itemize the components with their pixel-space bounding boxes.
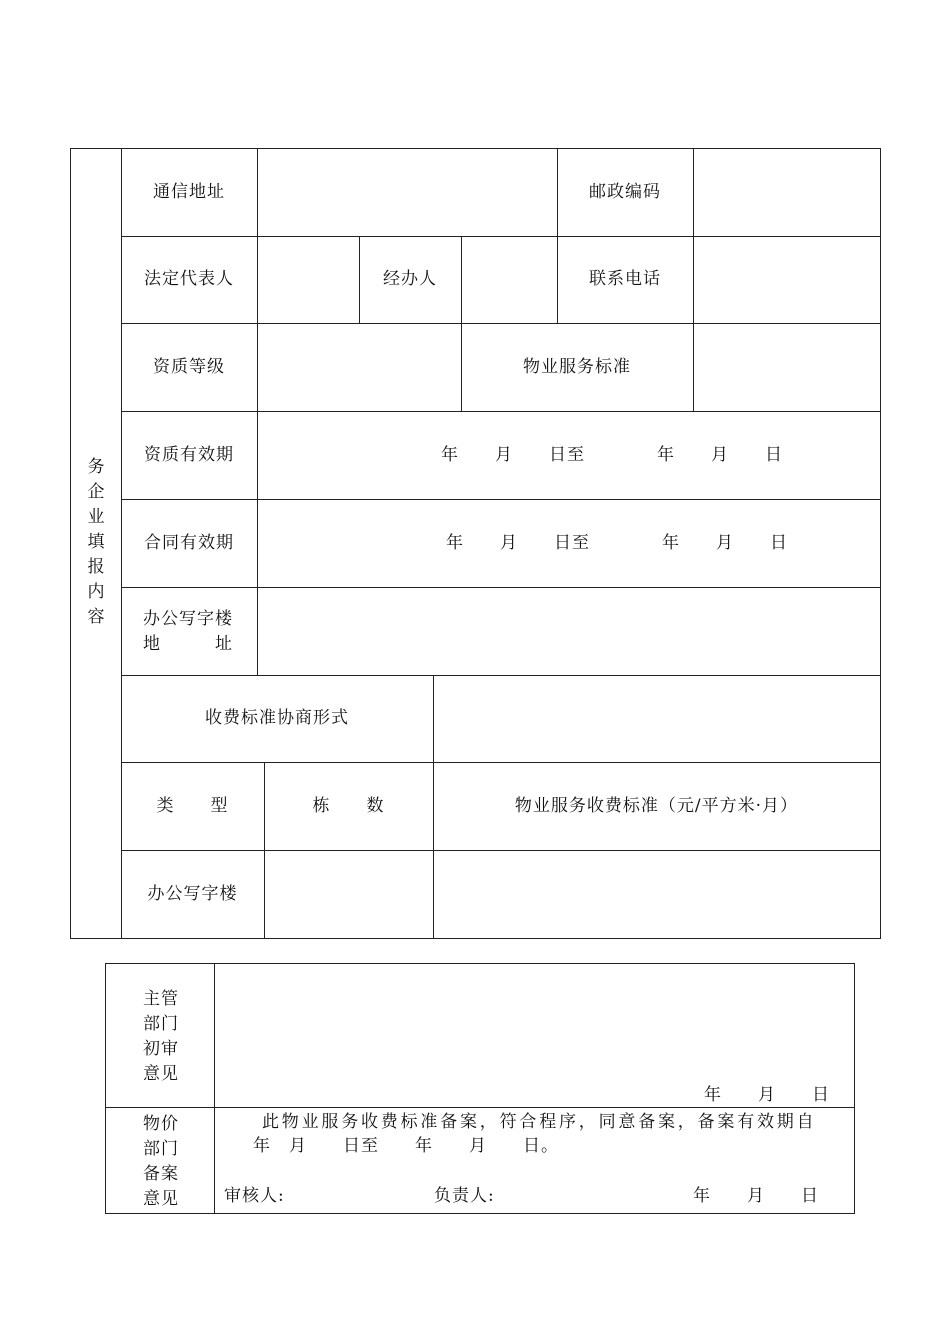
fee-standard-header: 物业服务收费标准（元/平方米·月） — [514, 796, 799, 816]
sidebar-label: 务企业填报内容 — [87, 457, 105, 627]
contract-validity-label: 合同有效期 — [144, 533, 234, 553]
legal-rep-label: 法定代表人 — [144, 269, 234, 289]
fee-standard-field[interactable] — [434, 851, 879, 937]
fee-negotiation-label: 收费标准协商形式 — [205, 708, 349, 728]
office-address-field[interactable] — [258, 588, 879, 674]
address-field[interactable] — [258, 149, 556, 235]
qual-validity-value[interactable]: 年 月 日至 年 月 日 — [441, 445, 783, 465]
service-standard-field[interactable] — [694, 324, 879, 410]
office-address-label: 办公写字楼 地 址 — [143, 609, 233, 654]
dept-review-label: 主管 部门 初审 意见 — [143, 989, 179, 1084]
price-review-label: 物价 部门 备案 意见 — [143, 1114, 179, 1209]
office-row-label: 办公写字楼 — [147, 884, 238, 904]
fee-negotiation-field[interactable] — [434, 676, 879, 761]
dept-review-field[interactable] — [215, 964, 853, 1074]
service-standard-label: 物业服务标准 — [523, 357, 631, 377]
legal-rep-field[interactable] — [258, 237, 358, 322]
contract-validity-value[interactable]: 年 月 日至 年 月 日 — [446, 533, 788, 553]
price-review-text-line1: 此物业服务收费标准备案，符合程序，同意备案，备案有效期自 — [262, 1112, 817, 1132]
price-review-date: 年 月 日 — [693, 1186, 819, 1206]
address-label: 通信地址 — [153, 182, 225, 202]
building-count-header: 栋 数 — [312, 796, 385, 816]
building-count-field[interactable] — [265, 851, 432, 937]
handler-label: 经办人 — [383, 269, 437, 289]
type-header: 类 型 — [156, 796, 229, 816]
qualification-label: 资质等级 — [153, 357, 225, 377]
handler-field[interactable] — [462, 237, 556, 322]
price-review-text-line2: 年 月 日至 年 月 日。 — [253, 1136, 559, 1156]
postcode-field[interactable] — [694, 149, 879, 235]
phone-field[interactable] — [694, 237, 879, 322]
qual-validity-label: 资质有效期 — [144, 445, 234, 465]
qualification-field[interactable] — [258, 324, 460, 410]
phone-label: 联系电话 — [589, 269, 661, 289]
responsible-label: 负责人: — [434, 1186, 495, 1206]
reviewer-label: 审核人: — [224, 1186, 285, 1206]
postcode-label: 邮政编码 — [589, 182, 661, 202]
dept-review-date: 年 月 日 — [704, 1085, 830, 1105]
